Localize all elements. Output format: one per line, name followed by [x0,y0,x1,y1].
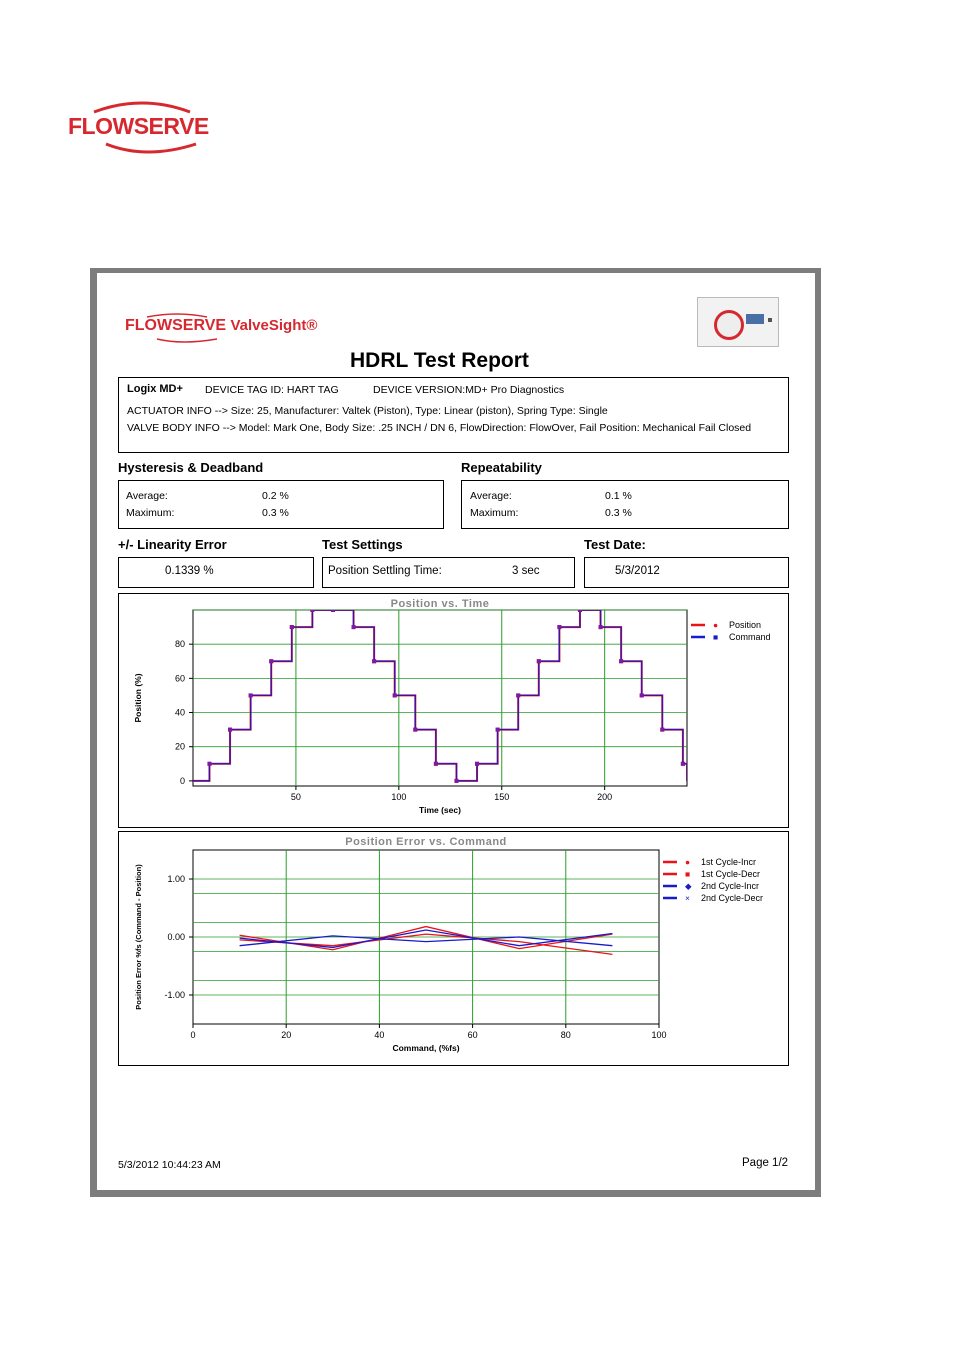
data-point-command [599,625,603,629]
repeatability-avg-value: 0.1 % [605,490,632,502]
legend-label-command: Command [729,632,771,642]
y-tick-label: 60 [174,673,185,684]
legend-marker-2nd-cycle-incr: ◆ [685,881,692,891]
data-point-command [640,693,644,697]
repeatability-box [461,480,789,529]
settings-box [322,557,575,588]
data-point-command [249,693,253,697]
hysteresis-avg-label: Average: [126,490,168,502]
data-point-command [681,762,685,766]
x-tick-label: 150 [494,792,510,802]
hysteresis-box [118,480,444,529]
legend-label-2nd-cycle-decr: 2nd Cycle-Decr [701,893,764,903]
linearity-box [118,557,314,588]
hysteresis-max-label: Maximum: [126,507,175,519]
y-tick-label: 1.00 [167,874,185,884]
x-tick-label: 50 [290,792,301,802]
device-tag: DEVICE TAG ID: HART TAG [205,384,339,396]
linearity-value: 0.1339 % [165,565,214,577]
report-brand-product: ValveSight® [230,317,318,334]
legend-marker-1st-cycle-decr: ■ [685,869,691,879]
data-point-command [496,728,500,732]
test-date-heading: Test Date: [584,537,646,552]
legend-marker-command: ■ [713,632,719,642]
data-point-command [228,728,232,732]
device-info-box [118,377,789,453]
footer-timestamp: 5/3/2012 10:44:23 AM [118,1159,221,1171]
device-version: DEVICE VERSION:MD+ Pro Diagnostics [373,384,565,396]
y-tick-label: 40 [174,707,185,718]
hysteresis-avg-value: 0.2 % [262,490,289,502]
repeatability-heading: Repeatability [461,460,542,475]
data-point-command [393,693,397,697]
repeatability-avg-label: Average: [470,490,512,502]
x-axis-label: Command, (%fs) [392,1043,460,1053]
x-axis-label: Time (sec) [419,805,461,815]
position-error-chart [119,832,788,1065]
hysteresis-max-value: 0.3 % [262,507,289,519]
report-frame [90,268,821,1197]
y-tick-label: 0 [179,775,185,786]
data-point-command [557,625,561,629]
data-point-command [537,659,541,663]
data-point-command [516,693,520,697]
y-tick-label: 80 [174,639,185,650]
data-point-command [207,762,211,766]
data-point-command [310,608,314,612]
y-axis-label: Position Error %fs (Command - Position) [134,864,143,1010]
data-point-command [372,659,376,663]
brand-swoosh-icon [137,313,237,343]
repeatability-max-label: Maximum: [470,507,519,519]
x-tick-label: 40 [374,1030,385,1040]
data-point-command [434,762,438,766]
y-axis-label: Position (%) [133,673,143,723]
x-tick-label: 100 [651,1030,667,1040]
legend-marker-1st-cycle-incr: ● [685,857,691,867]
settings-heading: Test Settings [322,537,403,552]
legend-label-position: Position [729,620,762,630]
data-point-command [290,625,294,629]
legend-label-1st-cycle-incr: 1st Cycle-Incr [701,857,757,867]
x-tick-label: 20 [281,1030,292,1040]
position-error-chart-box [118,831,789,1066]
report-page [97,273,815,1190]
device-model: Logix MD+ [127,383,183,395]
x-tick-label: 100 [391,792,407,802]
data-point-command [454,779,458,783]
logo-text: FLOWSERVE [68,113,209,139]
report-brand-flowserve: FLOWSERVE [125,317,227,334]
data-point-command [475,762,479,766]
report-title: HDRL Test Report [350,349,529,372]
data-point-command [619,659,623,663]
chart-title: Position vs. Time [390,598,490,610]
data-point-command [331,608,335,612]
positioner-device-image [697,297,779,347]
data-point-command [269,659,273,663]
footer-page: Page 1/2 [742,1157,789,1169]
y-tick-label: 0.00 [167,932,185,942]
y-tick-label: 20 [174,741,185,752]
x-tick-label: 60 [467,1030,478,1040]
data-point-command [660,728,664,732]
data-point-command [413,728,417,732]
flowserve-logo [66,98,218,156]
position-time-chart [119,594,788,827]
valve-body-info: VALVE BODY INFO --> Model: Mark One, Body Size: .25 INCH / DN 6, FlowDirection: FlowOver, Fail Position: Mechanical Fail Closed [127,422,752,434]
settings-label: Position Settling Time: [328,565,442,577]
position-time-chart-box [118,593,789,828]
legend-label-1st-cycle-decr: 1st Cycle-Decr [701,869,761,879]
actuator-info: ACTUATOR INFO --> Size: 25, Manufacturer: Valtek (Piston), Type: Linear (piston), Spring Type: Single [127,405,608,417]
x-tick-label: 0 [190,1030,196,1040]
repeatability-max-value: 0.3 % [605,507,632,519]
linearity-heading: +/- Linearity Error [118,537,227,552]
plot-area [193,610,687,786]
data-point-command [352,625,356,629]
x-tick-label: 200 [597,792,613,802]
x-tick-label: 80 [560,1030,571,1040]
data-point-command [578,608,582,612]
test-date-box [584,557,789,588]
chart-title: Position Error vs. Command [345,836,507,848]
y-tick-label: -1.00 [164,990,185,1000]
legend-marker-2nd-cycle-decr: × [685,893,690,903]
settings-value: 3 sec [512,565,540,577]
legend-marker-position: ● [713,620,719,630]
legend-label-2nd-cycle-incr: 2nd Cycle-Incr [701,881,760,891]
test-date-value: 5/3/2012 [615,565,660,577]
hysteresis-heading: Hysteresis & Deadband [118,460,264,475]
